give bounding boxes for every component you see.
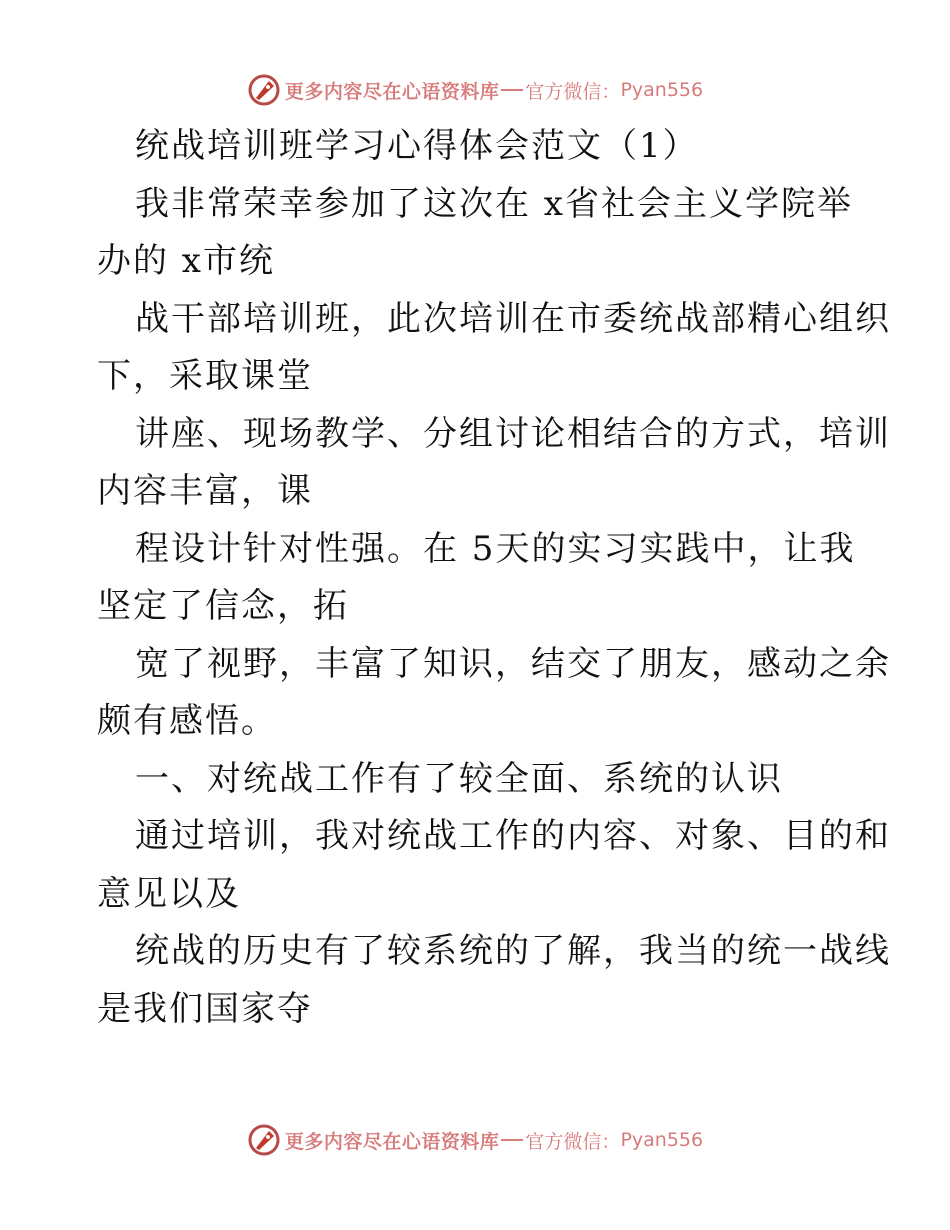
doc-title: 统战培训班学习心得体会范文（1） (135, 126, 699, 166)
banner-label: 官方微信： (525, 1130, 621, 1153)
banner-wechat-id: Pyan556 (620, 79, 704, 101)
footer-watermark-banner (0, 1120, 950, 1160)
doc-line: 办的 x市统 (97, 241, 275, 281)
doc-line: 程设计针对性强。在 5天的实习实践中，让我 (135, 528, 856, 569)
doc-line: 坚定了信念，拓 (97, 586, 349, 626)
doc-line: 统战的历史有了较系统的了解，我当的统一战线 (135, 931, 891, 971)
banner-dash (501, 89, 523, 91)
doc-line: 颇有感悟。 (97, 701, 277, 741)
doc-line: 宽了视野，丰富了知识，结交了朋友，感动之余 (135, 643, 891, 684)
banner-wechat-id: Pyan556 (620, 1129, 704, 1151)
pen-nib-icon (247, 1123, 281, 1157)
banner-label: 官方微信： (525, 80, 621, 103)
doc-line: 我非常荣幸参加了这次在 x省社会主义学院举 (135, 183, 853, 224)
doc-line: 讲座、现场教学、分组讨论相结合的方式，培训 (135, 413, 891, 454)
doc-line: 内容丰富，课 (97, 471, 313, 511)
doc-line: 下，采取课堂 (97, 356, 313, 396)
document-body (97, 118, 891, 1038)
banner-slogan: 更多内容尽在心语资料库 (284, 1130, 500, 1153)
pen-nib-icon (247, 73, 281, 107)
doc-line: 是我们国家夺 (97, 988, 313, 1029)
banner-dash (501, 1139, 523, 1141)
doc-line: 战干部培训班，此次培训在市委统战部精心组织 (135, 298, 891, 339)
doc-line: 通过培训，我对统战工作的内容、对象、目的和 (135, 816, 891, 856)
banner-slogan: 更多内容尽在心语资料库 (284, 80, 500, 103)
header-watermark-banner (0, 70, 950, 110)
doc-line: 意见以及 (97, 873, 241, 914)
section-heading: 一、对统战工作有了较全面、系统的认识 (135, 758, 783, 799)
